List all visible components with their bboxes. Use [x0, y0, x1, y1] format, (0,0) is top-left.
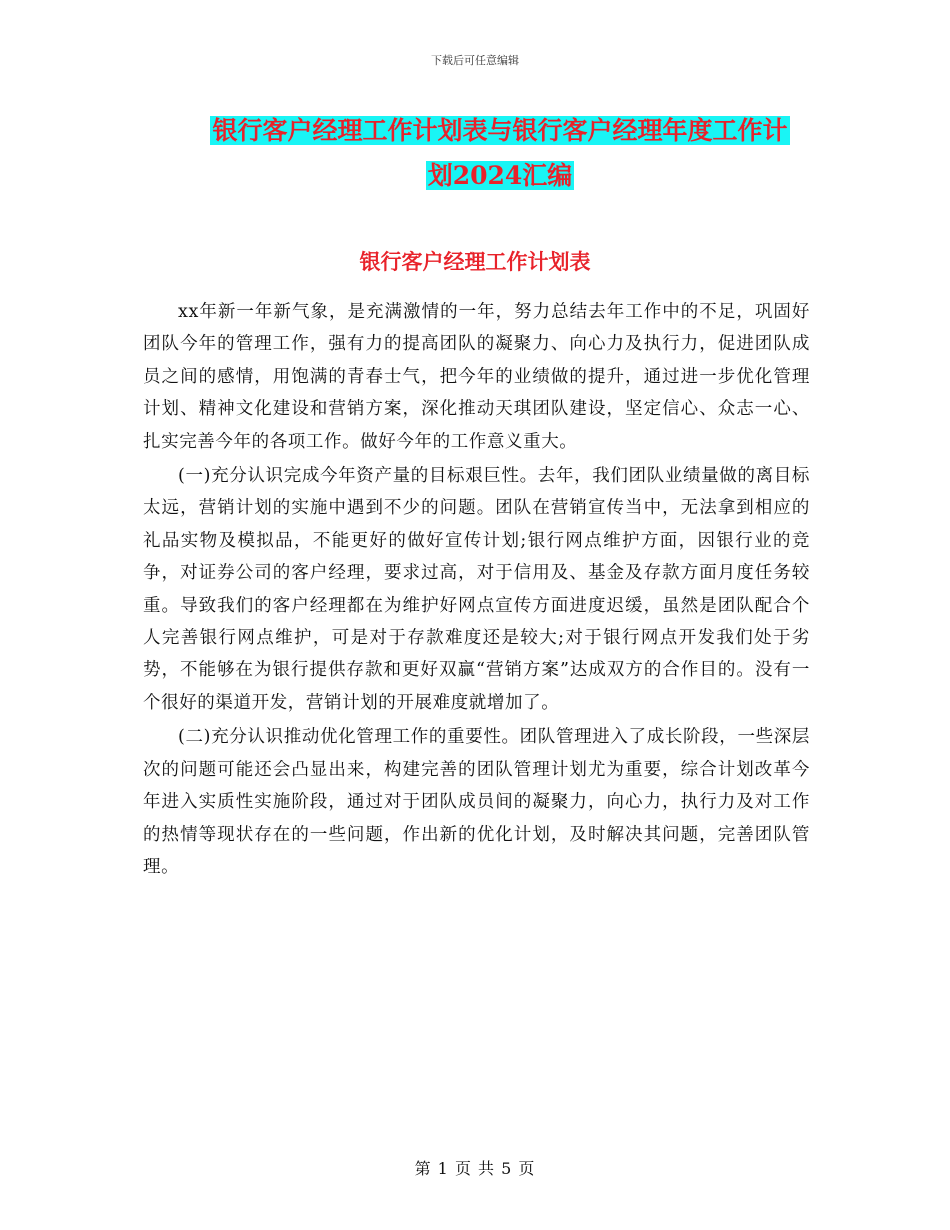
document-title-line-2: 划2024汇编	[427, 161, 573, 190]
document-title	[140, 108, 860, 198]
paragraph-section-1: (一)充分认识完成今年资产量的目标艰巨性。去年，我们团队业绩量做的离目标太远，营销计划的实施中遇到不少的问题。团队在营销宣传当中，无法拿到相应的礼品实物及模拟品，不能更好的做好宣传计划;银行网点维护方面，因银行业的竞争，对证券公司的客户经理，要求过高，对于信用及、基金及存款方面月度任务较重。导致我们的客户经理都在为维护好网点宣传方面进度迟缓，虽然是团队配合个人完善银行网点维护，可是对于存款难度还是较大;对于银行网点开发我们处于劣势，不能够在为银行提供存款和更好双赢“营销方案”达成双方的合作目的。没有一个很好的渠道开发，营销计划的开展难度就增加了。	[143, 466, 810, 713]
page-header: 下载后可任意编辑	[431, 54, 519, 67]
page-number: 第 1 页 共 5 页	[414, 1159, 536, 1178]
paragraph-intro: xx年新一年新气象，是充满激情的一年，努力总结去年工作中的不足，巩固好团队今年的管理工作，强有力的提高团队的凝聚力、向心力及执行力，促进团队成员之间的感情，用饱满的青春士气，把今年的业绩做的提升，通过进一步优化管理计划、精神文化建设和营销方案，深化推动天琪团队建设，坚定信心、众志一心、扎实完善今年的各项工作。做好今年的工作意义重大。	[143, 302, 810, 452]
document-title-line-1: 银行客户经理工作计划表与银行客户经理年度工作计	[212, 116, 788, 145]
section-title: 银行客户经理工作计划表	[359, 249, 591, 274]
paragraph-section-2: (二)充分认识推动优化管理工作的重要性。团队管理进入了成长阶段，一些深层次的问题可能还会凸显出来，构建完善的团队管理计划尤为重要，综合计划改革今年进入实质性实施阶段，通过对于团队成员间的凝聚力，向心力，执行力及对工作的热情等现状存在的一些问题，作出新的优化计划，及时解决其问题，完善团队管理。	[143, 727, 810, 877]
document-body	[143, 296, 810, 885]
